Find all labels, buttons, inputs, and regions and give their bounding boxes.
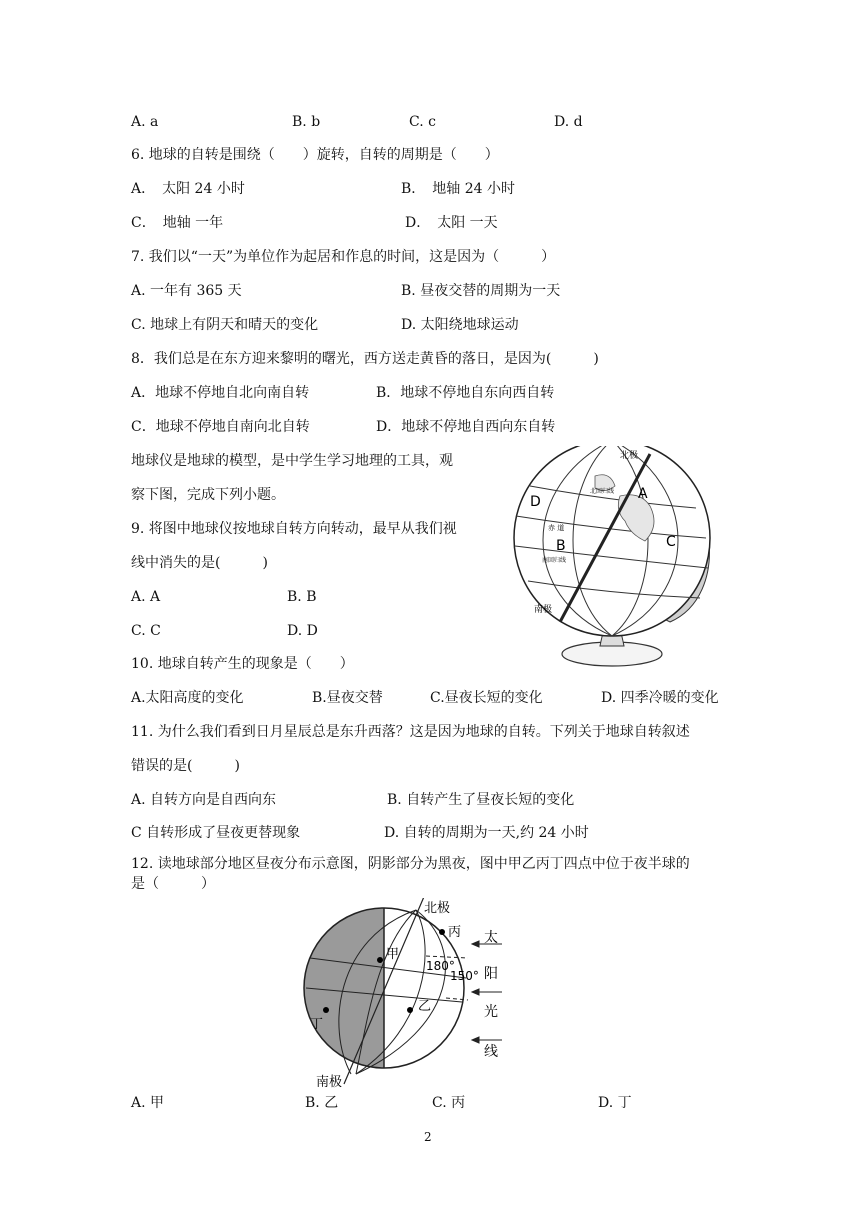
point-jia [377,957,383,963]
q7-option-c: C. 地球上有阴天和晴天的变化 [131,317,319,333]
diagram-sun-char-2: 阳 [484,966,498,982]
point-yi [407,1007,413,1013]
q12-option-d: D. 丁 [598,1095,632,1111]
q7-option-b: B. 昼夜交替的周期为一天 [401,283,561,299]
diagram-sun-char-4: 线 [484,1044,498,1060]
sun-arrows [472,941,502,1043]
q10-option-b: B.昼夜交替 [312,690,383,706]
q7-stem: 7. 我们以“一天”为单位作为起居和作息的时间，这是因为（ ） [131,249,556,265]
q7-option-a: A. 一年有 365 天 [131,283,242,299]
q8-option-d: D．地球不停地自西向东自转 [376,419,556,435]
q7-option-d: D. 太阳绕地球运动 [401,317,519,333]
globe-equator-label: 赤 道 [548,524,565,532]
diagram-label-yi: 乙 [418,999,432,1014]
q9-stem-line-2: 线中消失的是( ) [131,555,268,571]
diagram-south-label: 南极 [316,1075,343,1090]
q6-option-c: C． 地轴 一年 [131,215,224,231]
diagram-north-label: 北极 [424,901,451,916]
q10-option-d: D. 四季冷暖的变化 [601,690,719,706]
globe-tropic-s-label: 南回归线 [542,557,567,564]
diagram-label-ding: 丁 [310,1017,324,1032]
page-number: 2 [424,1130,432,1144]
globe-south-label: 南极 [534,605,553,615]
globe-label-d: D [530,494,541,510]
q6-stem: 6. 地球的自转是围绕（ ）旋转，自转的周期是（ ） [131,147,499,163]
globe-figure [500,446,730,674]
q11-option-a: A. 自转方向是自西向东 [131,792,277,808]
diagram-deg-150: 150° [450,969,479,983]
q5-option-d: D. d [554,114,583,130]
q11-stem-line-2: 错误的是( ) [131,758,240,774]
day-night-diagram [296,898,512,1090]
q12-stem-line-1: 12. 读地球部分地区昼夜分布示意图，阴影部分为黑夜，图中甲乙丙丁四点中位于夜半球的 [131,856,690,872]
intro-line-1: 地球仪是地球的模型，是中学生学习地理的工具，观 [131,453,453,469]
q11-option-c: C 自转形成了昼夜更替现象 [131,825,301,841]
q12-option-c: C. 丙 [432,1095,466,1111]
point-bing [439,929,445,935]
diagram-sun-char-3: 光 [484,1004,498,1020]
q11-option-b: B. 自转产生了昼夜长短的变化 [387,792,575,808]
q5-option-c: C. c [409,114,436,130]
point-ding [323,1007,329,1013]
q9-option-a: A. A [131,589,161,605]
q6-option-d: D． 太阳 一天 [405,215,498,231]
q12-stem-line-2: 是（ ） [131,876,215,892]
q8-stem: 8．我们总是在东方迎来黎明的曙光，西方送走黄昏的落日，是因为( ) [131,351,599,367]
q8-option-c: C．地球不停地自南向北自转 [131,419,310,435]
diagram-sun-char-1: 太 [484,930,498,946]
diagram-label-bing: 丙 [448,925,462,940]
q8-option-b: B．地球不停地自东向西自转 [376,385,555,401]
q12-option-b: B. 乙 [305,1095,339,1111]
q6-option-a: A． 太阳 24 小时 [131,181,245,197]
q9-option-c: C. C [131,623,161,639]
globe-label-c: C [666,534,676,550]
diagram-label-jia: 甲 [386,947,400,962]
q11-stem-line-1: 11. 为什么我们看到日月星辰总是东升西落？这是因为地球的自转。下列关于地球自转叙述 [131,724,690,740]
globe-label-a: A [638,486,648,502]
q9-option-d: D. D [287,623,318,639]
q10-stem: 10. 地球自转产生的现象是（ ） [131,656,354,672]
diagram-deg-180: 180° [426,959,455,973]
night-region [304,908,384,1068]
q9-stem-line-1: 9. 将图中地球仪按地球自转方向转动，最早从我们视 [131,521,457,537]
q5-option-a: A. a [131,114,159,130]
q5-option-b: B. b [292,114,321,130]
q9-option-b: B. B [287,589,317,605]
q8-option-a: A．地球不停地自北向南自转 [131,385,310,401]
q6-option-b: B． 地轴 24 小时 [401,181,516,197]
q11-option-d: D. 自转的周期为一天,约 24 小时 [384,825,589,841]
globe-tropic-n-label: 北回归线 [590,488,615,495]
q12-option-a: A. 甲 [131,1095,165,1111]
globe-north-label: 北极 [620,451,639,461]
q10-option-a: A.太阳高度的变化 [131,690,244,706]
intro-line-2: 察下图，完成下列小题。 [131,487,285,503]
q10-option-c: C.昼夜长短的变化 [430,690,543,706]
globe-label-b: B [556,538,566,554]
